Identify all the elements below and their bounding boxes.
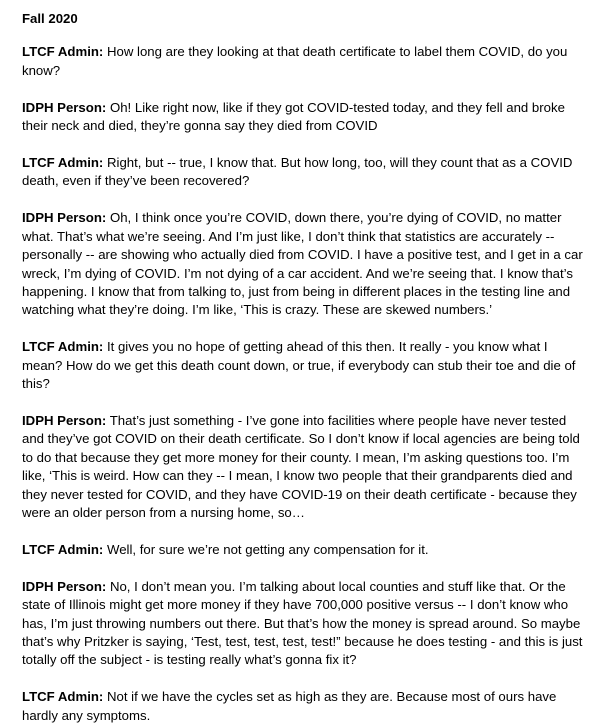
- speaker-label: LTCF Admin:: [22, 541, 104, 557]
- speaker-label: LTCF Admin:: [22, 44, 104, 60]
- speaker-label: IDPH Person:: [22, 413, 107, 428]
- transcript-paragraph: [22, 578, 586, 670]
- speaker-label: LTCF Admin:: [22, 339, 104, 355]
- transcript-paragraph: [22, 338, 586, 393]
- paragraph-text: Not if we have the cycles set as high as they are. Because most of ours have hardly any symptoms.: [22, 689, 557, 723]
- speaker-label: IDPH Person:: [22, 210, 107, 226]
- paragraph-text: Oh! Like right now, like if they got COVID-tested today, and they fell and broke their neck and died, they’re gonna say they died from COVID: [22, 99, 565, 134]
- speaker-label: IDPH Person:: [22, 99, 107, 115]
- paragraph-text: Oh, I think once you’re COVID, down there, you’re dying of COVID, no matter what. That’s what we’re seeing. And I’m just like, I don’t think that statistics are accurately -- personally -- are showing who actually died from COVID. I have a positive test, and I get in a car wreck, I’m dying of COVID. I’m not dying of a car accident. And we’re seeing that. I know that’s happening. I know that from talking to, just from being in different places in the testing line and watching what they’re doing. I’m like, ‘This is crazy. These are skewed numbers.’: [22, 210, 583, 318]
- transcript-paragraph: [22, 209, 586, 319]
- transcript-paragraph: [22, 688, 586, 725]
- transcript-paragraph: [22, 541, 586, 559]
- paragraph-text: That’s just something - I’ve gone into facilities where people have never tested and they’ve got COVID on their death certificate. So I don’t know if local agencies are being told to do that because they get more money for their county. I mean, I’m asking questions too. I’m like, ‘This is weird. How can they -- I mean, I know two people that their grandparents died and they never tested for COVID, and they have COVID-19 on their death certificate - because they were an older person from a nursing home, so…: [22, 413, 580, 521]
- speaker-label: IDPH Person:: [22, 578, 107, 594]
- document-title: Fall 2020: [22, 11, 78, 26]
- speaker-label: LTCF Admin:: [22, 689, 104, 705]
- transcript-paragraph: [22, 43, 586, 80]
- paragraph-text: How long are they looking at that death certificate to label them COVID, do you know?: [22, 44, 568, 78]
- transcript-paragraph: [22, 99, 586, 136]
- paragraph-text: Right, but -- true, I know that. But how long, too, will they count that as a COVID death, even if they’ve been recovered?: [22, 155, 573, 189]
- transcript-paragraph: [22, 412, 586, 522]
- paragraph-text: No, I don’t mean you. I’m talking about local counties and stuff like that. Or the state of Illinois might get more money if they have 700,000 positive versus -- I don’t know who has, I’m just throwing numbers out there. But that’s how the money is spread around. So maybe that’s why Pritzker is saying, ‘Test, test, test, test, test!” because he does testing - and this is just totally off the subject - is testing really what’s gonna fix it?: [22, 578, 583, 668]
- paragraph-text: Well, for sure we’re not getting any compensation for it.: [106, 541, 429, 557]
- paragraph-text: It gives you no hope of getting ahead of this then. It really - you know what I mean? How do we get this death count down, or true, if everybody can stub their toe and die of this?: [22, 339, 576, 392]
- transcript-paragraph: [22, 154, 586, 191]
- speaker-label: LTCF Admin:: [22, 155, 104, 171]
